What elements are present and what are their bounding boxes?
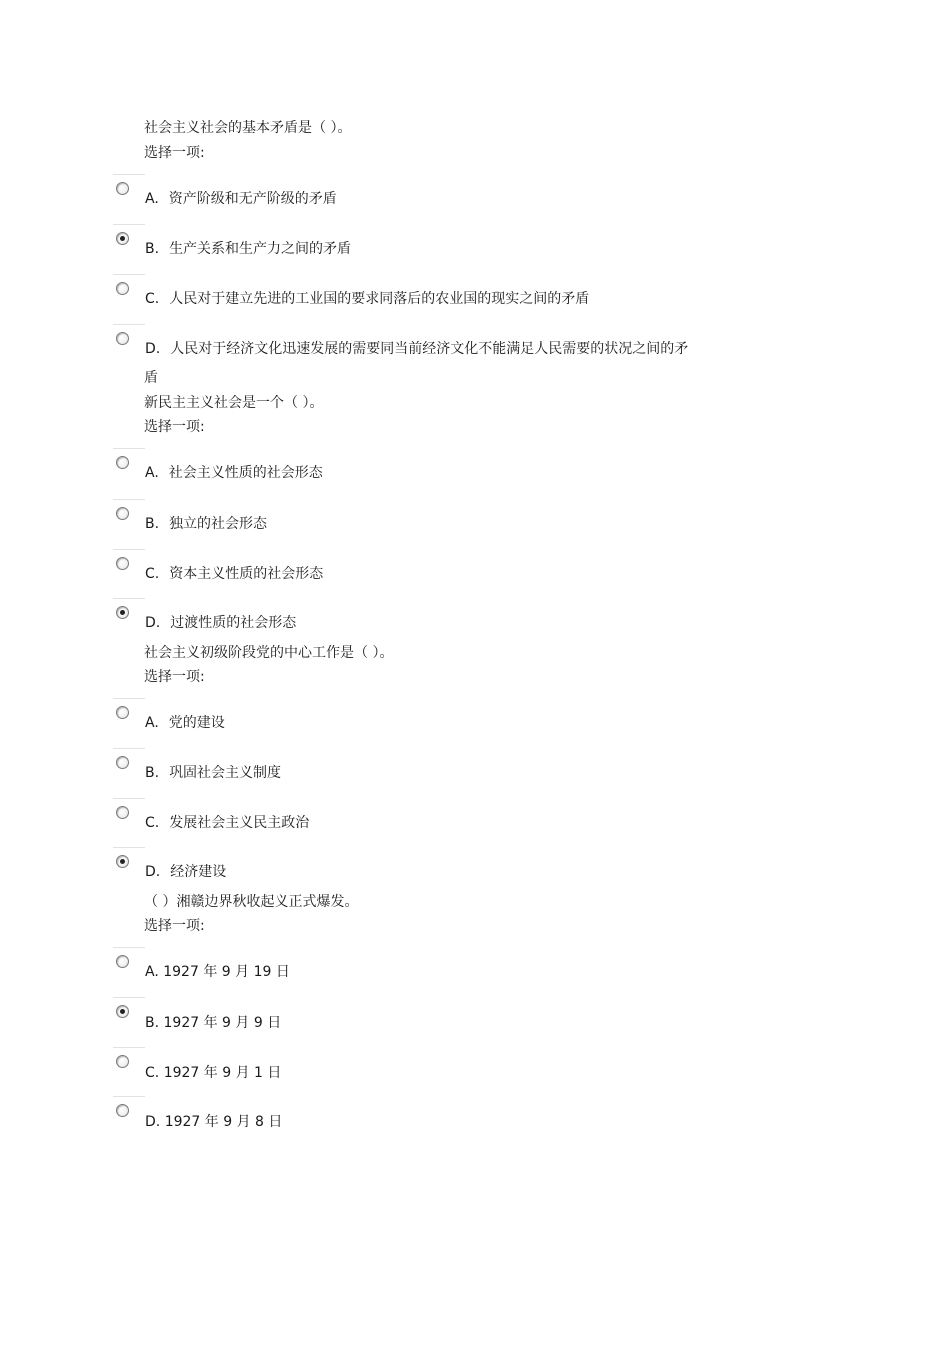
question-1-option-a-radio[interactable]: [116, 182, 129, 195]
question-1-text: 社会主义社会的基本矛盾是（ ）。: [144, 120, 352, 136]
question-4-option-b[interactable]: B. 1927 年 9 月 9 日: [145, 1015, 282, 1031]
question-3-text: 社会主义初级阶段党的中心工作是（ ）。: [144, 645, 394, 661]
question-4-option-d-radio[interactable]: [116, 1104, 129, 1117]
question-3-option-b[interactable]: B. 巩固社会主义制度: [145, 765, 282, 781]
question-3-option-a-radio[interactable]: [116, 706, 129, 719]
question-2-option-a[interactable]: A. 社会主义性质的社会形态: [145, 465, 323, 481]
question-3-option-d-radio[interactable]: [116, 855, 129, 868]
question-4-option-b-radio[interactable]: [116, 1005, 129, 1018]
question-3-option-a[interactable]: A. 党的建设: [145, 715, 225, 731]
question-1-option-b-radio[interactable]: [116, 232, 129, 245]
question-1-option-c[interactable]: C. 人民对于建立先进的工业国的要求同落后的农业国的现实之间的矛盾: [145, 291, 590, 307]
question-1-option-b[interactable]: B. 生产关系和生产力之间的矛盾: [145, 241, 352, 257]
question-4-prompt: 选择一项:: [144, 918, 205, 934]
question-1-option-c-radio[interactable]: [116, 282, 129, 295]
question-3-option-d[interactable]: D. 经济建设: [145, 864, 227, 880]
question-4-option-c-radio[interactable]: [116, 1055, 129, 1068]
question-1-prompt: 选择一项:: [144, 145, 205, 161]
question-4-option-a[interactable]: A. 1927 年 9 月 19 日: [145, 964, 290, 980]
question-4-option-c[interactable]: C. 1927 年 9 月 1 日: [145, 1065, 282, 1081]
question-2-option-a-radio[interactable]: [116, 456, 129, 469]
question-1-option-d-radio[interactable]: [116, 332, 129, 345]
question-3-option-c-radio[interactable]: [116, 806, 129, 819]
question-3-option-b-radio[interactable]: [116, 756, 129, 769]
question-2-option-c[interactable]: C. 资本主义性质的社会形态: [145, 566, 324, 582]
question-1-option-d[interactable]: D. 人民对于经济文化迅速发展的需要同当前经济文化不能满足人民需要的状况之间的矛: [145, 341, 689, 357]
question-2-option-d[interactable]: D. 过渡性质的社会形态: [145, 615, 297, 631]
question-2-prompt: 选择一项:: [144, 419, 205, 435]
question-4-option-d[interactable]: D. 1927 年 9 月 8 日: [145, 1114, 283, 1130]
question-3-option-c[interactable]: C. 发展社会主义民主政治: [145, 815, 310, 831]
question-2-option-c-radio[interactable]: [116, 557, 129, 570]
question-1-option-a[interactable]: A. 资产阶级和无产阶级的矛盾: [145, 191, 337, 207]
question-3-prompt: 选择一项:: [144, 669, 205, 685]
question-2-option-d-radio[interactable]: [116, 606, 129, 619]
question-4-text: （ ）湘赣边界秋收起义正式爆发。: [144, 894, 359, 910]
question-4-option-a-radio[interactable]: [116, 955, 129, 968]
question-1-option-d-continuation: 盾: [144, 370, 158, 386]
question-2-text: 新民主主义社会是一个（ ）。: [144, 395, 324, 411]
question-2-option-b-radio[interactable]: [116, 507, 129, 520]
question-2-option-b[interactable]: B. 独立的社会形态: [145, 516, 268, 532]
